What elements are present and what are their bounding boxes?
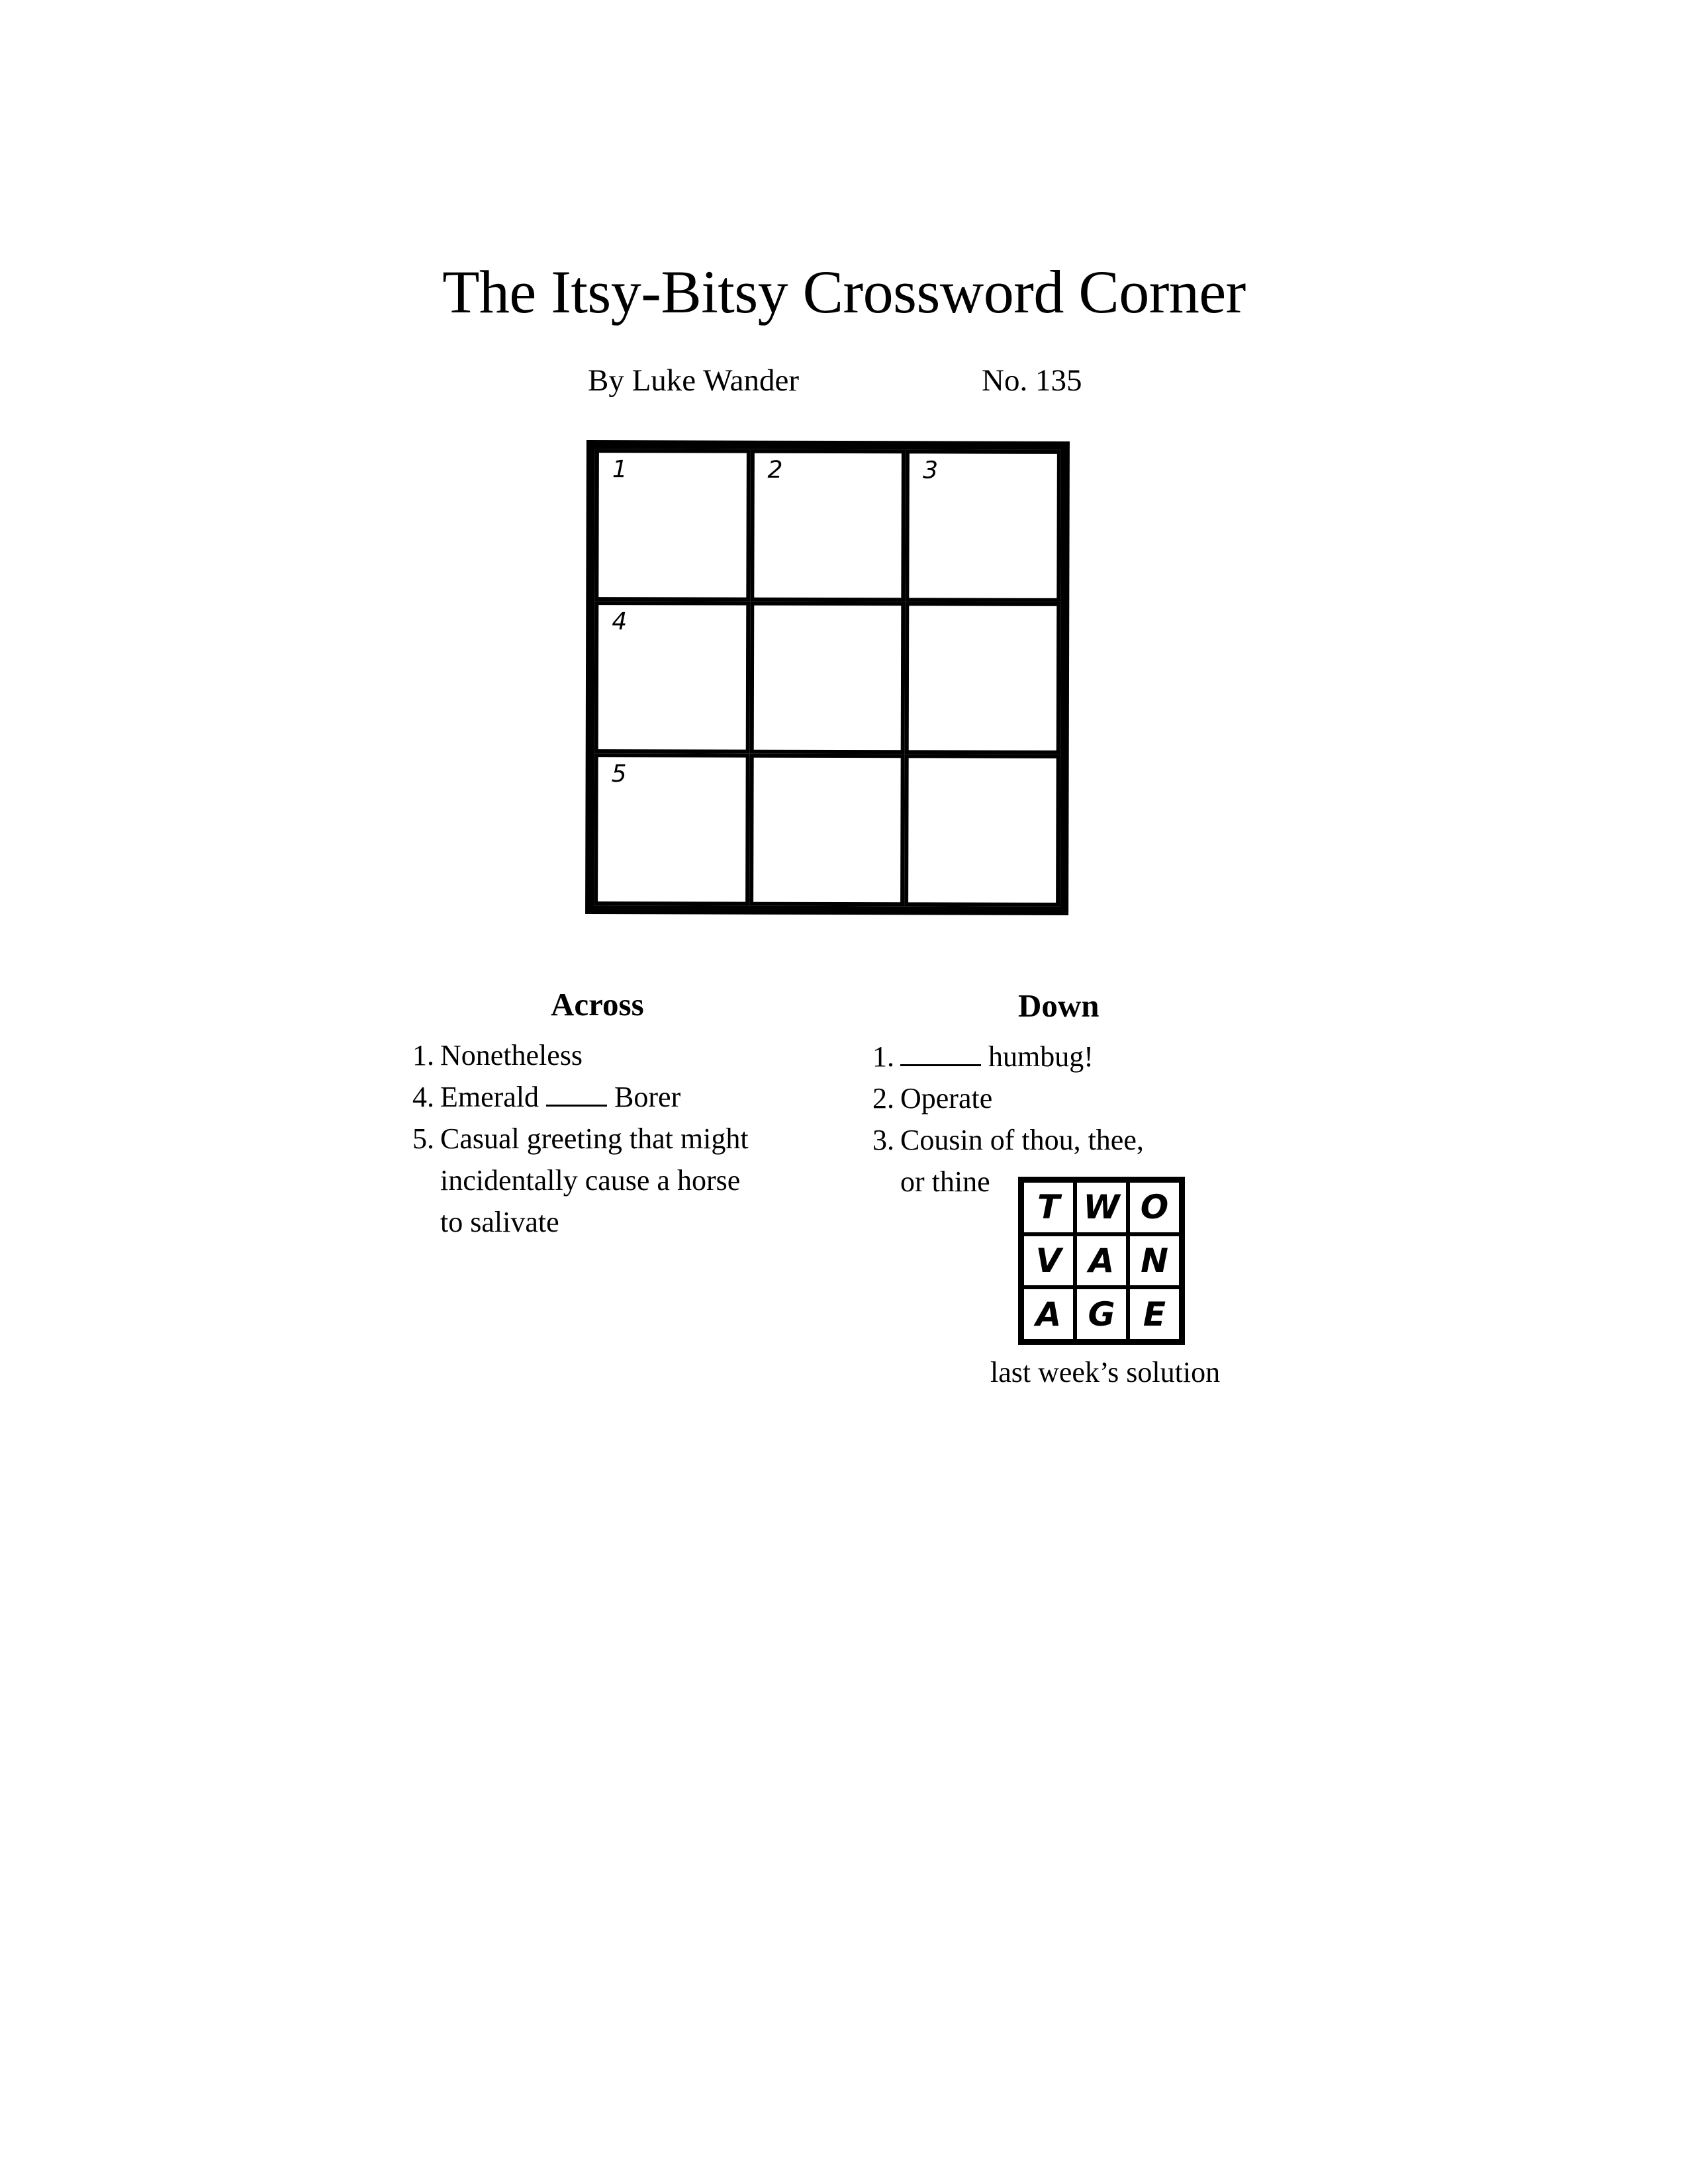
solution-caption: last week’s solution (990, 1356, 1221, 1388)
grid-cell[interactable] (749, 602, 905, 754)
solution-letter: O (1128, 1181, 1181, 1234)
down-clue: 1. humbug! (872, 1040, 1094, 1073)
clue-number: 1 (612, 456, 628, 484)
solution-letter: G (1075, 1287, 1128, 1341)
clue-number: 5 (611, 760, 627, 788)
grid-cell[interactable] (749, 754, 905, 907)
solution-letter: A (1075, 1234, 1128, 1288)
answer-blank (546, 1080, 607, 1107)
puzzle-title: The Itsy-Bitsy Crossword Corner (442, 258, 1246, 326)
solution-letter: N (1128, 1234, 1181, 1288)
down-clue: 2. Operate (872, 1082, 993, 1115)
grid-cell[interactable] (594, 449, 750, 602)
across-clues (412, 1034, 749, 1243)
issue-number: No. 135 (982, 363, 1082, 398)
grid-cell[interactable] (905, 602, 1060, 754)
grid-cell[interactable] (904, 754, 1060, 907)
grid-cell[interactable] (594, 753, 749, 906)
solution-letter: A (1022, 1287, 1075, 1341)
solution-letter: W (1075, 1181, 1128, 1234)
solution-letter: V (1022, 1234, 1075, 1288)
clue-number: 4 (612, 608, 628, 636)
grid-cell[interactable] (906, 449, 1061, 602)
grid-cell[interactable] (594, 601, 750, 754)
clue-number: 3 (923, 457, 939, 484)
crossword-grid (585, 440, 1070, 915)
across-clue: 4. Emerald Borer (412, 1081, 681, 1113)
across-heading: Across (551, 986, 644, 1023)
down-clue: or thine (900, 1165, 990, 1198)
author-byline: By Luke Wander (588, 363, 800, 398)
answer-blank (900, 1040, 981, 1066)
grid-cell[interactable] (750, 449, 906, 602)
clue-number: 2 (767, 456, 783, 484)
down-heading: Down (1018, 987, 1100, 1024)
solution-letter: E (1128, 1287, 1181, 1341)
across-clue: 5. Casual greeting that might incidentally cause a horse to salivate (412, 1122, 749, 1238)
solution-letter: T (1022, 1181, 1075, 1234)
down-clue: 3. Cousin of thou, thee, (872, 1124, 1144, 1156)
across-clue: 1. Nonetheless (412, 1039, 583, 1071)
last-week-solution-grid (1018, 1177, 1185, 1345)
